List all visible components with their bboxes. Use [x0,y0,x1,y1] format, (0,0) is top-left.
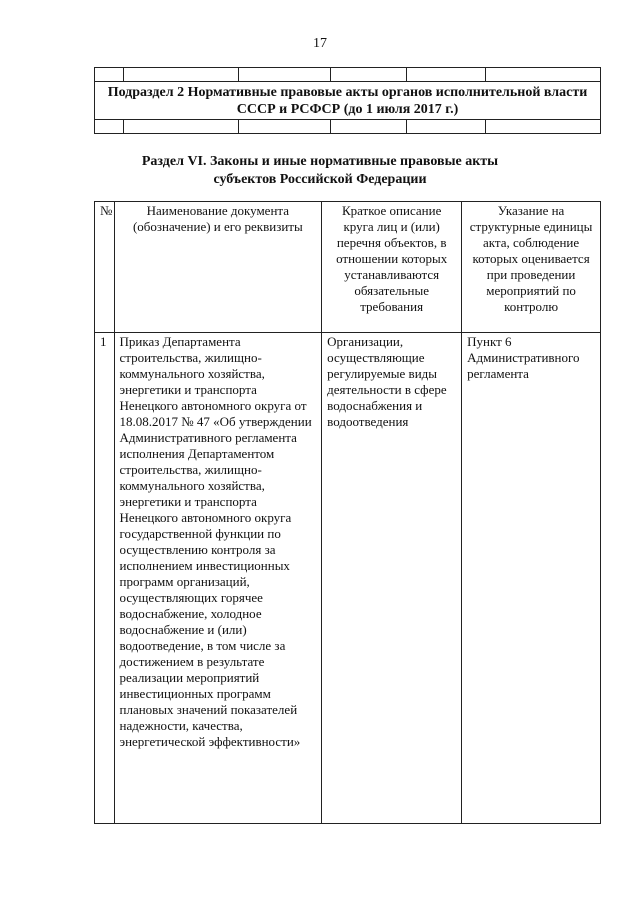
header-name: Наименование документа (обозначение) и его реквизиты [114,202,322,333]
header-ref: Указание на структурные единицы акта, соблюдение которых оценивается при проведении мероприятий по контролю [462,202,601,333]
cell-desc: Организации, осуществляющие регулируемые виды деятельности в сфере водоснабжения и водоотведения [322,333,462,824]
subsection-title-cell [95,82,600,120]
cell-name: Приказ Департамента строительства, жилищно-коммунального хозяйства, энергетики и транспорта Ненецкого автономного округа от 18.08.2017 № 47 «Об утверждении Административного регламента исполнения Департаментом строительства, жилищно-коммунального хозяйства, энергетики и транспорта Ненецкого автономного округа государственной функции по осуществлению контроля за исполнением инвестиционных программ организаций, осуществляющих горячее водоснабжение, холодное водоснабжение и (или) водоотведение, в том числе за достижением в результате реализации мероприятий инвестиционных программ плановых значений показателей надежности, качества, энергетической эффективности» [114,333,322,824]
subsection-table [94,67,601,134]
subsection-title: Подраздел 2 Нормативные правовые акты органов исполнительной власти СССР и РСФСР (до 1 июля 2017 г.) [107,85,588,117]
table-header-row [95,202,601,333]
table-row [95,333,601,824]
header-desc: Краткое описание круга лиц и (или) перечня объектов, в отношении которых устанавливаются обязательные требования [322,202,462,333]
subsection-empty-row-bottom [95,119,600,133]
cell-ref: Пункт 6 Административного регламента [462,333,601,824]
header-num: № [95,202,115,333]
section-title [0,153,640,189]
subsection-empty-row-top [95,68,600,82]
requirements-table [94,201,601,824]
page-number: 17 [313,36,327,51]
cell-num: 1 [95,333,115,824]
section-title-line1: Раздел VI. Законы и иные нормативные правовые акты [141,154,499,169]
section-title-line2: субъектов Российской Федерации [213,172,427,187]
